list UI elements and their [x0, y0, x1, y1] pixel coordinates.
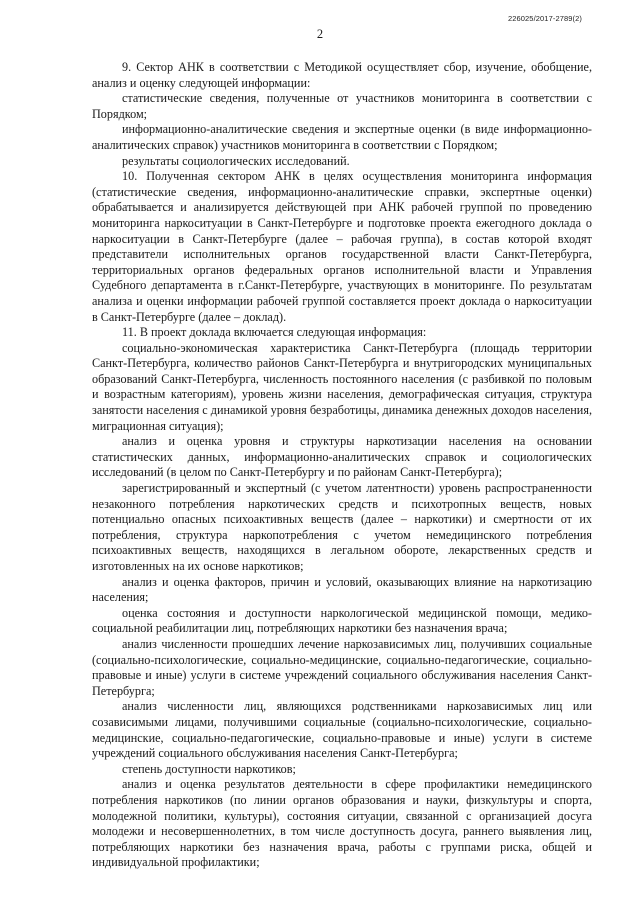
paragraph-10: 10. Полученная сектором АНК в целях осуществления мониторинга информация (статистические сведения, информационно-аналитические справки, экспертные оценки) обрабатывается и анализируется действующей при АНК рабочей группой по проведению мониторинга наркоситуации в Санкт-Петербурге и подготовке проекта ежегодного доклада о наркоситуации в Санкт-Петербурге (далее – рабочая группа), в состав которой входят представители исполнительных органов государственной власти Санкт-Петербурга, территориальных органов федеральных органов исполнительной власти и Управления Судебного департамента в г.Санкт-Петербурге, участвующих в мониторинге. По результатам анализа и оценки информации рабочей группой составляется проект доклада о наркоситуации в Санкт-Петербурге (далее – доклад). [92, 169, 592, 324]
list-item-sociological-results: результаты социологических исследований. [122, 153, 350, 168]
list-item-prevention: анализ и оценка результатов деятельности в сфере профилактики немедицинского потребления наркотиков (по линии органов образования и науки, физкультуры и спорта, молодежной политики, культуры), состояния ситуации, связанной с организацией досуга молодежи и несовершеннолетних, в том числе доступность досуга, раннего выявления лиц, потребляющих наркотики без назначения врача, работы с группами риска, общей и индивидуальной профилактики; [92, 777, 592, 870]
list-item-medical-care: оценка состояния и доступности наркологической медицинской помощи, медико-социальной реабилитации лиц, потребляющих наркотики без назначения врача; [92, 605, 592, 636]
list-item-socio-economic: социально-экономическая характеристика Санкт-Петербурга (площадь территории Санкт-Петербурга, количество районов Санкт-Петербурга и внутригородских муниципальных образований Санкт-Петербурга, численность постоянного населения (с разбивкой по половым и возрастным категориям), уровень жизни населения, демографическая ситуация, структура занятости населения с динамикой уровня безработицы, динамика денежных доходов населения, миграционная ситуация); [92, 340, 592, 433]
paragraph-9: 9. Сектор АНК в соответствии с Методикой осуществляет сбор, изучение, обобщение, анализ и оценку следующей информации: [92, 60, 592, 90]
page-number: 2 [316, 27, 324, 41]
paragraph-11: 11. В проект доклада включается следующая информация: [122, 325, 427, 340]
list-item-analytical-data: информационно-аналитические сведения и экспертные оценки (в виде информационно-аналитических справок) участников мониторинга в соответствии с Порядком; [92, 122, 592, 152]
list-item-relatives: анализ численности лиц, являющихся родственниками наркозависимых лиц или созависимыми лицами, получившими социальные (социально-психологические, социально-медицинские, социально-педагогические, социально-правовые и иные) услуги в системе учреждений социального обслуживания населения Санкт-Петербурга; [92, 699, 592, 761]
list-item-factors: анализ и оценка факторов, причин и условий, оказывающих влияние на наркотизацию населения; [92, 574, 592, 605]
document-body [92, 60, 592, 871]
list-item-statistical-data: статистические сведения, полученные от участников мониторинга в соответствии с Порядком; [92, 91, 592, 121]
list-item-treated-persons: анализ численности прошедших лечение наркозависимых лиц, получивших социальные (социально-психологические, социально-медицинские, социально-педагогические, социально-правовые и иные) услуги в системе учреждений социального обслуживания населения Санкт-Петербурга; [92, 636, 592, 698]
list-item-registered-level: зарегистрированный и экспертный (с учетом латентности) уровень распространенности незаконного потребления наркотических средств и психотропных веществ, новых потенциально опасных психоактивных веществ (далее – наркотики) и смертности от их потребления, структура наркопотребления с учетом немедицинского потребления психоактивных веществ, находящихся в легальном обороте, лекарственных средств и изготовленных на их основе наркотиков; [92, 481, 592, 573]
list-item-narcotization-analysis: анализ и оценка уровня и структуры наркотизации населения на основании статистических данных, информационно-аналитических справок и социологических исследований (в целом по Санкт-Петербургу и по районам Санкт-Петербурга); [92, 434, 592, 480]
list-item-drug-availability: степень доступности наркотиков; [122, 761, 296, 776]
document-id-stamp: 226025/2017-2789(2) [507, 14, 582, 23]
